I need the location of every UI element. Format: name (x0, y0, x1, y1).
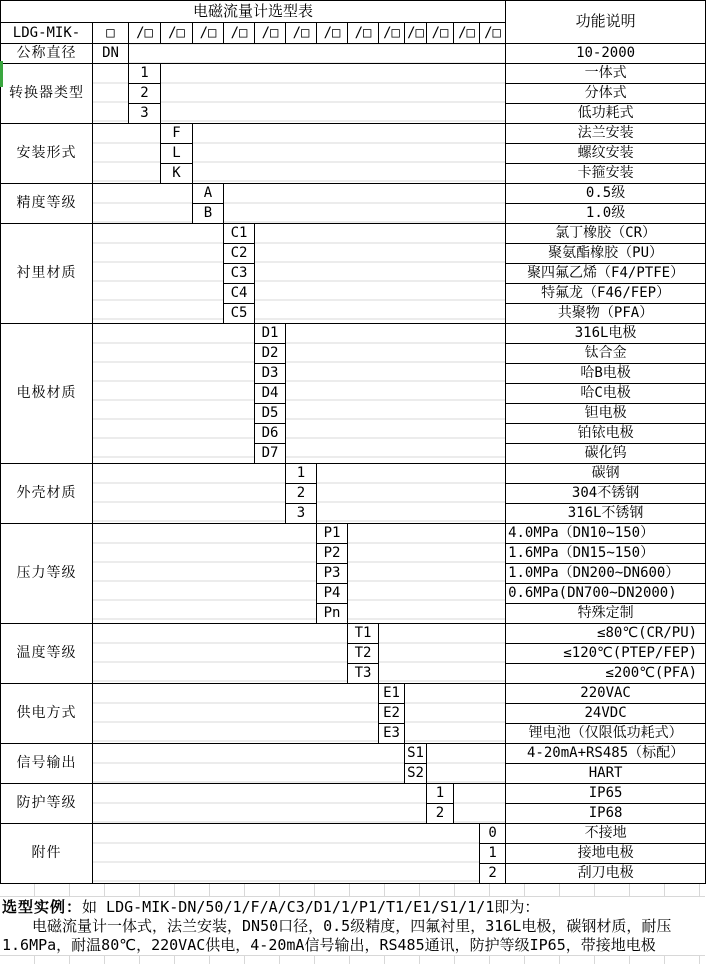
code-cell: F (161, 124, 193, 144)
model-slash-box-cell: /□ (454, 23, 480, 44)
code-cell: 3 (286, 504, 317, 524)
code-cell: D3 (255, 364, 286, 384)
code-cell: P4 (317, 584, 348, 604)
spacer-cell (93, 744, 405, 784)
code-cell: K (161, 164, 193, 184)
spacer-cell (93, 684, 379, 744)
code-cell: D1 (255, 324, 286, 344)
desc-cell: 钽电极 (506, 404, 706, 424)
spacer-cell (93, 224, 224, 324)
desc-cell: IP65 (506, 784, 706, 804)
example-block (0, 897, 705, 955)
desc-cell: 1.0MPa（DN200~DN600） (506, 564, 706, 584)
desc-cell: 锂电池（仅限低功耗式） (506, 724, 706, 744)
code-cell: 1 (129, 64, 161, 84)
model-slash-box-cell: /□ (286, 23, 317, 44)
filler-cell (224, 184, 506, 224)
section-label-2: 安装形式 (1, 124, 93, 184)
code-cell: 1 (286, 464, 317, 484)
model-slash-box-cell: /□ (161, 23, 193, 44)
code-cell: T3 (348, 664, 379, 684)
filler-cell (193, 124, 506, 184)
desc-cell: IP68 (506, 804, 706, 824)
filler-cell (161, 64, 506, 124)
model-slash-box-cell: /□ (129, 23, 161, 44)
desc-cell: HART (506, 764, 706, 784)
desc-cell: 一体式 (506, 64, 706, 84)
desc-cell: 4-20mA+RS485（标配） (506, 744, 706, 764)
green-edge-mark (0, 61, 3, 87)
model-slash-box-cell: /□ (348, 23, 379, 44)
model-slash-box-cell: /□ (480, 23, 506, 44)
filler-cell (129, 44, 506, 64)
code-cell: P2 (317, 544, 348, 564)
spacer-cell (93, 124, 161, 184)
desc-cell: 10-2000 (506, 44, 706, 64)
filler-cell (379, 624, 506, 684)
code-cell: P1 (317, 524, 348, 544)
desc-cell: 哈C电极 (506, 384, 706, 404)
model-prefix-label: LDG-MIK- (1, 23, 93, 44)
desc-cell: 接地电极 (506, 844, 706, 864)
model-box-cell: □ (93, 23, 129, 44)
spacer-cell (93, 824, 480, 884)
code-cell: 2 (129, 84, 161, 104)
filler-cell (405, 684, 506, 744)
section-label-9: 供电方式 (1, 684, 93, 744)
model-slash-box-cell: /□ (427, 23, 454, 44)
desc-cell: 钛合金 (506, 344, 706, 364)
code-cell: T2 (348, 644, 379, 664)
desc-cell: 碳化钨 (506, 444, 706, 464)
desc-cell: 聚四氟乙烯（F4/PTFE） (506, 264, 706, 284)
desc-cell: ≤120℃(PTEP/FEP) (506, 644, 706, 664)
code-cell: C5 (224, 304, 255, 324)
code-cell: D7 (255, 444, 286, 464)
code-cell: Pn (317, 604, 348, 624)
desc-cell: ≤200℃(PFA) (506, 664, 706, 684)
code-cell: A (193, 184, 224, 204)
desc-cell: 24VDC (506, 704, 706, 724)
desc-cell: 304不锈钢 (506, 484, 706, 504)
desc-cell: 螺纹安装 (506, 144, 706, 164)
desc-cell: 哈B电极 (506, 364, 706, 384)
desc-cell: 低功耗式 (506, 104, 706, 124)
desc-cell: 法兰安装 (506, 124, 706, 144)
section-label-12: 附件 (1, 824, 93, 884)
section-label-5: 电极材质 (1, 324, 93, 464)
table-title: 电磁流量计选型表 (1, 1, 506, 23)
desc-cell: 0.5级 (506, 184, 706, 204)
section-label-3: 精度等级 (1, 184, 93, 224)
code-cell: E2 (379, 704, 405, 724)
section-label-8: 温度等级 (1, 624, 93, 684)
section-label-4: 衬里材质 (1, 224, 93, 324)
code-cell: 2 (480, 864, 506, 884)
desc-cell: 220VAC (506, 684, 706, 704)
spreadsheet-grid-bottom (0, 955, 705, 964)
desc-cell: 碳钢 (506, 464, 706, 484)
spacer-cell (93, 184, 193, 224)
code-cell: D5 (255, 404, 286, 424)
spacer-cell (93, 624, 348, 684)
filler-cell (286, 324, 506, 464)
desc-cell: 分体式 (506, 84, 706, 104)
filler-cell (427, 744, 506, 784)
spacer-cell (93, 784, 427, 824)
desc-cell: 4.0MPa（DN10~150） (506, 524, 706, 544)
desc-cell: 1.0级 (506, 204, 706, 224)
function-column-header: 功能说明 (506, 1, 706, 44)
code-cell: DN (93, 44, 129, 64)
example-code: 如 LDG-MIK-DN/50/1/F/A/C3/D1/1/P1/T1/E1/S1/1/1即为： (82, 898, 540, 916)
section-label-11: 防护等级 (1, 784, 93, 824)
desc-cell: ≤80℃(CR/PU) (506, 624, 706, 644)
model-slash-box-cell: /□ (405, 23, 427, 44)
spacer-cell (93, 464, 286, 524)
code-cell: T1 (348, 624, 379, 644)
code-cell: 2 (427, 804, 454, 824)
code-cell: L (161, 144, 193, 164)
section-label-7: 压力等级 (1, 524, 93, 624)
example-description: 电磁流量计一体式，法兰安装，DN50口径，0.5级精度，四氟衬里，316L电极，碳钢材质，耐压1.6MPa，耐温80℃，220VAC供电，4-20mA信号输出，RS485通讯，防护等级IP65，带接地电极 (2, 917, 672, 954)
desc-cell: 刮刀电极 (506, 864, 706, 884)
desc-cell: 316L电极 (506, 324, 706, 344)
code-cell: E1 (379, 684, 405, 704)
section-label-1: 转换器类型 (1, 64, 93, 124)
section-label-10: 信号输出 (1, 744, 93, 784)
desc-cell: 氯丁橡胶（CR） (506, 224, 706, 244)
code-cell: 0 (480, 824, 506, 844)
desc-cell: 0.6MPa(DN700~DN2000) (506, 584, 706, 604)
code-cell: S1 (405, 744, 427, 764)
filler-cell (317, 464, 506, 524)
spreadsheet-grid-gap (0, 884, 705, 897)
desc-cell: 卡箍安装 (506, 164, 706, 184)
filler-cell (255, 224, 506, 324)
spacer-cell (93, 324, 255, 464)
example-label: 选型实例： (2, 898, 83, 916)
code-cell: C3 (224, 264, 255, 284)
spacer-cell (93, 524, 317, 624)
example-heading (2, 898, 703, 917)
code-cell: E3 (379, 724, 405, 744)
code-cell: 1 (427, 784, 454, 804)
desc-cell: 铂铱电极 (506, 424, 706, 444)
filler-cell (348, 524, 506, 624)
code-cell: 2 (286, 484, 317, 504)
model-slash-box-cell: /□ (379, 23, 405, 44)
code-cell: D2 (255, 344, 286, 364)
filler-cell (454, 784, 506, 824)
model-slash-box-cell: /□ (193, 23, 224, 44)
code-cell: D4 (255, 384, 286, 404)
code-cell: P3 (317, 564, 348, 584)
code-cell: D6 (255, 424, 286, 444)
model-slash-box-cell: /□ (255, 23, 286, 44)
code-cell: C1 (224, 224, 255, 244)
model-slash-box-cell: /□ (224, 23, 255, 44)
code-cell: S2 (405, 764, 427, 784)
desc-cell: 特氟龙（F46/FEP） (506, 284, 706, 304)
desc-cell: 特殊定制 (506, 604, 706, 624)
code-cell: C2 (224, 244, 255, 264)
desc-cell: 1.6MPa（DN15~150） (506, 544, 706, 564)
desc-cell: 不接地 (506, 824, 706, 844)
code-cell: 1 (480, 844, 506, 864)
spacer-cell (93, 64, 129, 124)
model-slash-box-cell: /□ (317, 23, 348, 44)
desc-cell: 316L不锈钢 (506, 504, 706, 524)
section-label-0: 公称直径 (1, 44, 93, 64)
code-cell: C4 (224, 284, 255, 304)
section-label-6: 外壳材质 (1, 464, 93, 524)
desc-cell: 聚氨酯橡胶（PU） (506, 244, 706, 264)
code-cell: B (193, 204, 224, 224)
code-cell: 3 (129, 104, 161, 124)
desc-cell: 共聚物（PFA） (506, 304, 706, 324)
